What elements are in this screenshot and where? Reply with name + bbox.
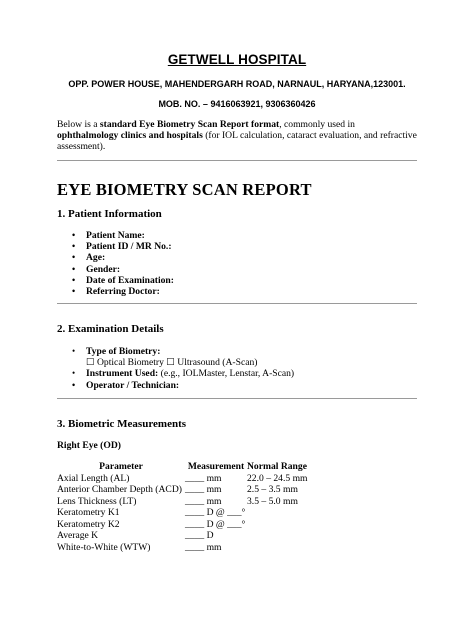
cell-normal-range: 22.0 – 24.5 mm bbox=[247, 472, 308, 484]
cell-measurement: ____ D @ ___° bbox=[185, 507, 246, 518]
intro-text-2: , commonly used in bbox=[279, 119, 355, 130]
right-eye-label: Right Eye (OD) bbox=[57, 440, 121, 451]
cell-parameter: Keratometry K1 bbox=[57, 507, 120, 518]
cell-measurement: ____ mm bbox=[185, 495, 222, 507]
cell-parameter: Axial Length (AL) bbox=[57, 472, 130, 484]
cell-normal-range bbox=[247, 519, 327, 531]
patient-info-list bbox=[57, 230, 174, 297]
table-row bbox=[57, 507, 327, 519]
cell-normal-range bbox=[247, 542, 327, 554]
hospital-mobile: MOB. NO. – 9416063921, 9306360426 bbox=[158, 99, 316, 109]
intro-paragraph bbox=[57, 119, 417, 153]
intro-text-3: (for IOL calculation, cataract evaluation, and refractive assessment). bbox=[57, 130, 417, 153]
intro-bold-2: ophthalmology clinics and hospitals bbox=[57, 130, 203, 142]
measurements-table bbox=[57, 461, 327, 553]
cell-measurement: ____ mm bbox=[185, 472, 222, 484]
cell-parameter: Anterior Chamber Depth (ACD) bbox=[57, 484, 182, 495]
cell-measurement: ____ mm bbox=[185, 541, 222, 553]
table-row bbox=[57, 542, 327, 554]
report-title: EYE BIOMETRY SCAN REPORT bbox=[57, 180, 312, 199]
instrument-label: Instrument Used: bbox=[86, 368, 159, 380]
cell-parameter: White-to-White (WTW) bbox=[57, 541, 151, 553]
hospital-name: GETWELL HOSPITAL bbox=[167, 52, 307, 67]
divider-1 bbox=[57, 160, 417, 161]
field-gender: • Gender: bbox=[57, 264, 174, 275]
cell-normal-range: 2.5 – 3.5 mm bbox=[247, 484, 298, 495]
exam-details-list bbox=[57, 346, 294, 391]
field-referring-doctor: • Referring Doctor: bbox=[57, 286, 174, 297]
field-patient-id: • Patient ID / MR No.: bbox=[57, 241, 174, 252]
biometry-type-label: • Type of Biometry: bbox=[86, 346, 161, 357]
divider-3 bbox=[57, 398, 417, 399]
cell-parameter: Average K bbox=[57, 530, 99, 541]
intro-bold-1: standard Eye Biometry Scan Report format bbox=[99, 119, 280, 130]
divider-2 bbox=[57, 303, 417, 304]
biometry-type-options: ☐ Optical Biometry ☐ Ultrasound (A-Scan) bbox=[86, 357, 258, 369]
cell-normal-range: 3.5 – 5.0 mm bbox=[247, 495, 298, 507]
table-row bbox=[57, 530, 327, 542]
table-header-row bbox=[57, 461, 327, 473]
field-age: • Age: bbox=[57, 252, 174, 263]
cell-normal-range bbox=[247, 530, 327, 542]
col-normal-range: Normal Range bbox=[247, 461, 307, 472]
hospital-address: OPP. POWER HOUSE, MAHENDERGARH ROAD, NARNAUL, HARYANA,123001. bbox=[68, 79, 406, 89]
instrument-hint: (e.g., IOLMaster, Lenstar, A-Scan) bbox=[158, 368, 295, 380]
cell-parameter: Lens Thickness (LT) bbox=[57, 495, 137, 507]
item-biometry-type bbox=[57, 346, 294, 368]
measurements-heading: 3. Biometric Measurements bbox=[57, 418, 187, 430]
item-operator: • Operator / Technician: bbox=[57, 380, 294, 391]
exam-details-heading: 2. Examination Details bbox=[57, 323, 164, 335]
cell-measurement: ____ D bbox=[185, 530, 214, 541]
item-instrument bbox=[57, 368, 294, 379]
table-row bbox=[57, 519, 327, 531]
field-exam-date: • Date of Examination: bbox=[57, 275, 174, 286]
cell-parameter: Keratometry K2 bbox=[57, 518, 120, 530]
cell-normal-range bbox=[247, 507, 327, 519]
cell-measurement: ____ D @ ___° bbox=[185, 518, 246, 530]
field-patient-name: • Patient Name: bbox=[57, 230, 174, 241]
intro-text-1: Below is a bbox=[57, 119, 100, 130]
cell-measurement: ____ mm bbox=[185, 484, 222, 495]
col-measurement: Measurement bbox=[187, 461, 245, 472]
table-row bbox=[57, 496, 327, 508]
table-row bbox=[57, 484, 327, 496]
patient-info-heading: 1. Patient Information bbox=[57, 208, 162, 220]
table-row bbox=[57, 473, 327, 485]
col-parameter: Parameter bbox=[99, 461, 143, 472]
